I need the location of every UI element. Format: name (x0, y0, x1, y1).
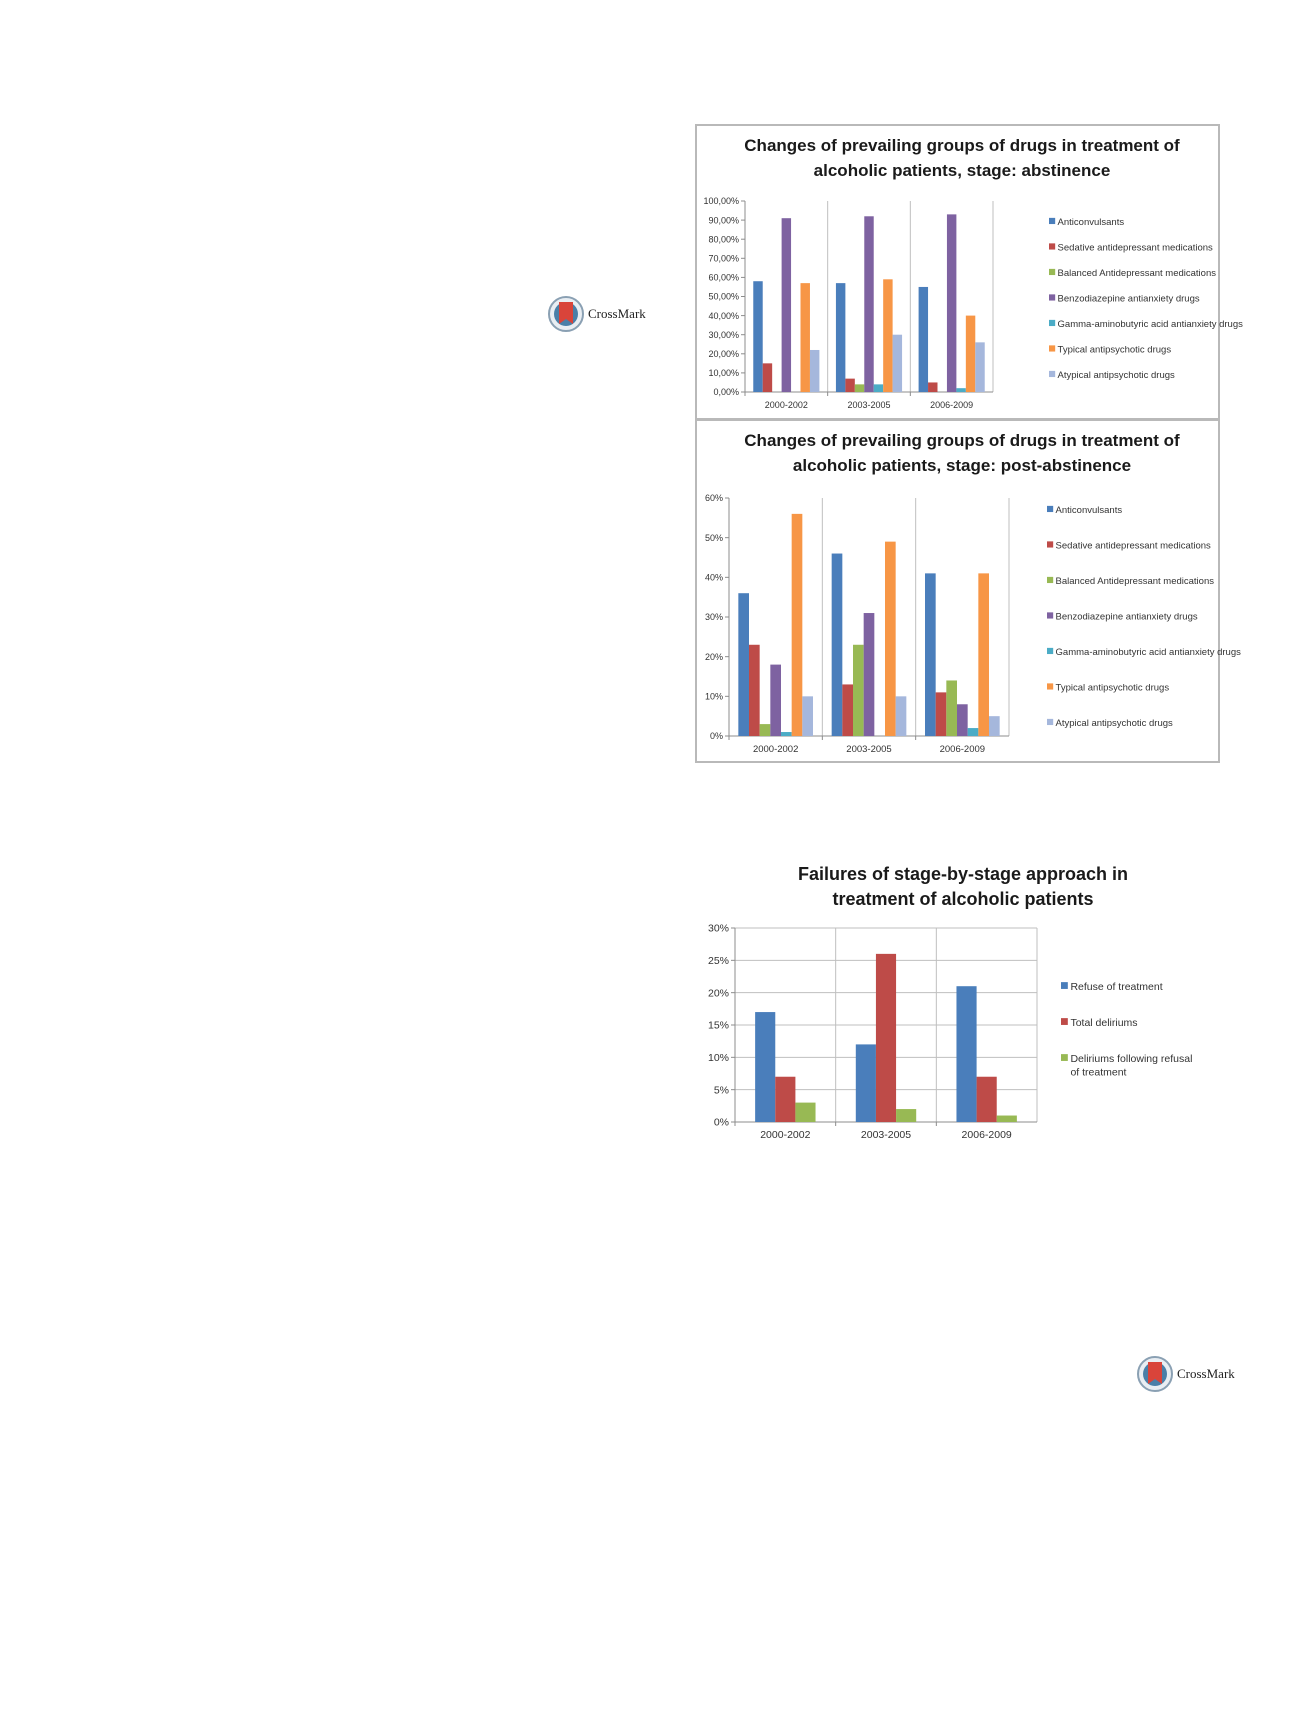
x-tick-label: 2000-2002 (760, 1129, 811, 1141)
bar-sedative (775, 1077, 795, 1122)
legend-label: Gamma-aminobutyric acid antianxiety drugs (1057, 319, 1243, 330)
bar-anticonvulsants (832, 554, 843, 736)
legend-label: Benzodiazepine antianxiety drugs (1057, 293, 1200, 305)
legend-swatch (1049, 345, 1055, 351)
crossmark-icon (548, 296, 584, 332)
bar-typical (792, 514, 803, 736)
legend-swatch (1061, 982, 1068, 989)
legend-label: Balanced Antidepressant medications (1057, 268, 1216, 279)
bar-typical (885, 542, 896, 736)
bar-atypical (989, 716, 1000, 736)
x-tick-label: 2006-2009 (930, 400, 974, 410)
y-tick-label: 20% (707, 987, 729, 1000)
legend-label: Atypical antipsychotic drugs (1055, 718, 1173, 729)
y-tick-label: 50,00% (708, 291, 739, 302)
bar-balanced (795, 1103, 815, 1122)
legend-swatch (1047, 719, 1053, 725)
chart-post-abstinence-svg (697, 421, 1241, 765)
bar-anticonvulsants (753, 281, 762, 392)
chart-abstinence-svg (697, 126, 1243, 422)
bar-gaba (874, 384, 883, 392)
legend-swatch (1047, 612, 1053, 618)
bar-balanced (997, 1116, 1017, 1122)
y-tick-label: 10% (704, 691, 723, 702)
y-tick-label: 30% (707, 922, 729, 935)
bar-anticonvulsants (755, 1012, 775, 1122)
bar-atypical (802, 696, 813, 736)
crossmark-label: CrossMark (588, 306, 646, 321)
legend-label: Deliriums following refusal of treatment (1070, 1053, 1193, 1079)
legend-swatch (1061, 1054, 1068, 1061)
chart-title-line: Changes of prevailing groups of drugs in treatment of (744, 431, 1180, 450)
crossmark-badge[interactable] (548, 296, 646, 332)
bar-benzodiazepine (864, 216, 873, 392)
chart-title-line: Failures of stage-by-stage approach in (797, 864, 1129, 884)
x-tick-label: 2000-2002 (764, 400, 808, 410)
bar-atypical (893, 335, 902, 392)
bar-balanced (853, 645, 864, 736)
legend-swatch (1061, 1018, 1068, 1025)
y-tick-label: 30,00% (708, 329, 739, 340)
bar-anticonvulsants (956, 986, 976, 1122)
chart-title-line: treatment of alcoholic patients (832, 889, 1094, 909)
legend-label: Benzodiazepine antianxiety drugs (1055, 611, 1198, 623)
bar-sedative (845, 379, 854, 392)
y-tick-label: 90,00% (708, 215, 739, 226)
bar-gaba (968, 728, 979, 736)
y-tick-label: 80,00% (708, 234, 739, 245)
bar-typical (801, 283, 810, 392)
legend-swatch (1047, 683, 1053, 689)
bar-balanced (946, 680, 957, 736)
y-tick-label: 100,00% (703, 196, 739, 207)
legend-label: Typical antipsychotic drugs (1055, 682, 1170, 694)
legend-swatch (1049, 294, 1055, 300)
bar-benzodiazepine (770, 665, 781, 736)
legend-swatch (1047, 506, 1053, 512)
x-tick-label: 2006-2009 (939, 744, 986, 755)
y-tick-label: 5% (713, 1084, 729, 1097)
bar-benzodiazepine (957, 704, 968, 736)
crossmark-label: CrossMark (1177, 1366, 1235, 1381)
y-tick-label: 25% (707, 955, 729, 968)
bar-sedative (936, 692, 947, 736)
y-tick-label: 0% (713, 1116, 729, 1129)
legend-label: Total deliriums (1070, 1017, 1138, 1029)
y-tick-label: 70,00% (708, 253, 739, 264)
bar-gaba (956, 388, 965, 392)
y-tick-label: 60,00% (708, 272, 739, 283)
legend-swatch (1047, 577, 1053, 583)
y-tick-label: 15% (707, 1019, 729, 1032)
chart-failures (695, 850, 1225, 1150)
legend-label: Gamma-aminobutyric acid antianxiety drugs (1055, 647, 1241, 658)
chart-title-line: alcoholic patients, stage: post-abstinence (792, 456, 1132, 475)
bar-anticonvulsants (856, 1044, 876, 1122)
bar-atypical (896, 696, 907, 736)
chart-title-line: Changes of prevailing groups of drugs in treatment of (744, 136, 1180, 155)
crossmark-icon (1137, 1356, 1173, 1392)
y-tick-label: 60% (704, 493, 723, 504)
legend-label: Refuse of treatment (1070, 981, 1163, 993)
legend-label: Balanced Antidepressant medications (1055, 576, 1214, 587)
bar-balanced (896, 1109, 916, 1122)
y-tick-label: 10% (707, 1052, 729, 1065)
bar-anticonvulsants (919, 287, 928, 392)
bar-benzodiazepine (947, 214, 956, 392)
bar-sedative (763, 363, 772, 392)
y-tick-label: 40,00% (708, 310, 739, 321)
y-tick-label: 20,00% (708, 348, 739, 359)
legend-swatch (1047, 648, 1053, 654)
legend-label: Typical antipsychotic drugs (1057, 344, 1172, 356)
legend-swatch (1049, 218, 1055, 224)
chart-abstinence (695, 124, 1243, 420)
bar-atypical (810, 350, 819, 392)
bar-sedative (749, 645, 760, 736)
x-tick-label: 2003-2005 (846, 744, 892, 755)
bar-atypical (975, 342, 984, 392)
chart-post-abstinence (695, 419, 1241, 763)
y-tick-label: 10,00% (708, 368, 739, 379)
bar-sedative (876, 954, 896, 1122)
chart-failures-svg (695, 850, 1225, 1150)
y-tick-label: 50% (704, 532, 723, 543)
bar-balanced (855, 384, 864, 392)
legend-label: Anticonvulsants (1057, 217, 1125, 228)
y-tick-label: 30% (704, 612, 723, 623)
legend-label: Anticonvulsants (1055, 505, 1123, 516)
y-tick-label: 0% (709, 731, 723, 742)
bar-anticonvulsants (738, 593, 749, 736)
bar-sedative (977, 1077, 997, 1122)
y-tick-label: 40% (704, 572, 723, 583)
bar-balanced (760, 724, 771, 736)
crossmark-badge[interactable] (1137, 1356, 1235, 1392)
legend-swatch (1049, 269, 1055, 275)
x-tick-label: 2000-2002 (752, 744, 799, 755)
bar-benzodiazepine (782, 218, 791, 392)
legend-swatch (1047, 541, 1053, 547)
bar-sedative (928, 382, 937, 392)
bar-typical (883, 279, 892, 392)
chart-title-line: alcoholic patients, stage: abstinence (813, 161, 1111, 180)
bar-gaba (781, 732, 792, 736)
legend-label: Atypical antipsychotic drugs (1057, 370, 1175, 381)
x-tick-label: 2003-2005 (847, 400, 891, 410)
x-tick-label: 2003-2005 (860, 1129, 912, 1141)
bar-anticonvulsants (925, 573, 936, 736)
legend-swatch (1049, 371, 1055, 377)
bar-benzodiazepine (864, 613, 875, 736)
bar-sedative (842, 684, 853, 736)
legend-label: Sedative antidepressant medications (1055, 540, 1211, 552)
y-tick-label: 20% (704, 651, 723, 662)
legend-label: Sedative antidepressant medications (1057, 242, 1213, 254)
y-tick-label: 0,00% (713, 387, 739, 398)
bar-typical (966, 316, 975, 392)
bar-typical (978, 573, 989, 736)
x-tick-label: 2006-2009 (961, 1129, 1012, 1141)
legend-swatch (1049, 243, 1055, 249)
legend-swatch (1049, 320, 1055, 326)
bar-anticonvulsants (836, 283, 845, 392)
